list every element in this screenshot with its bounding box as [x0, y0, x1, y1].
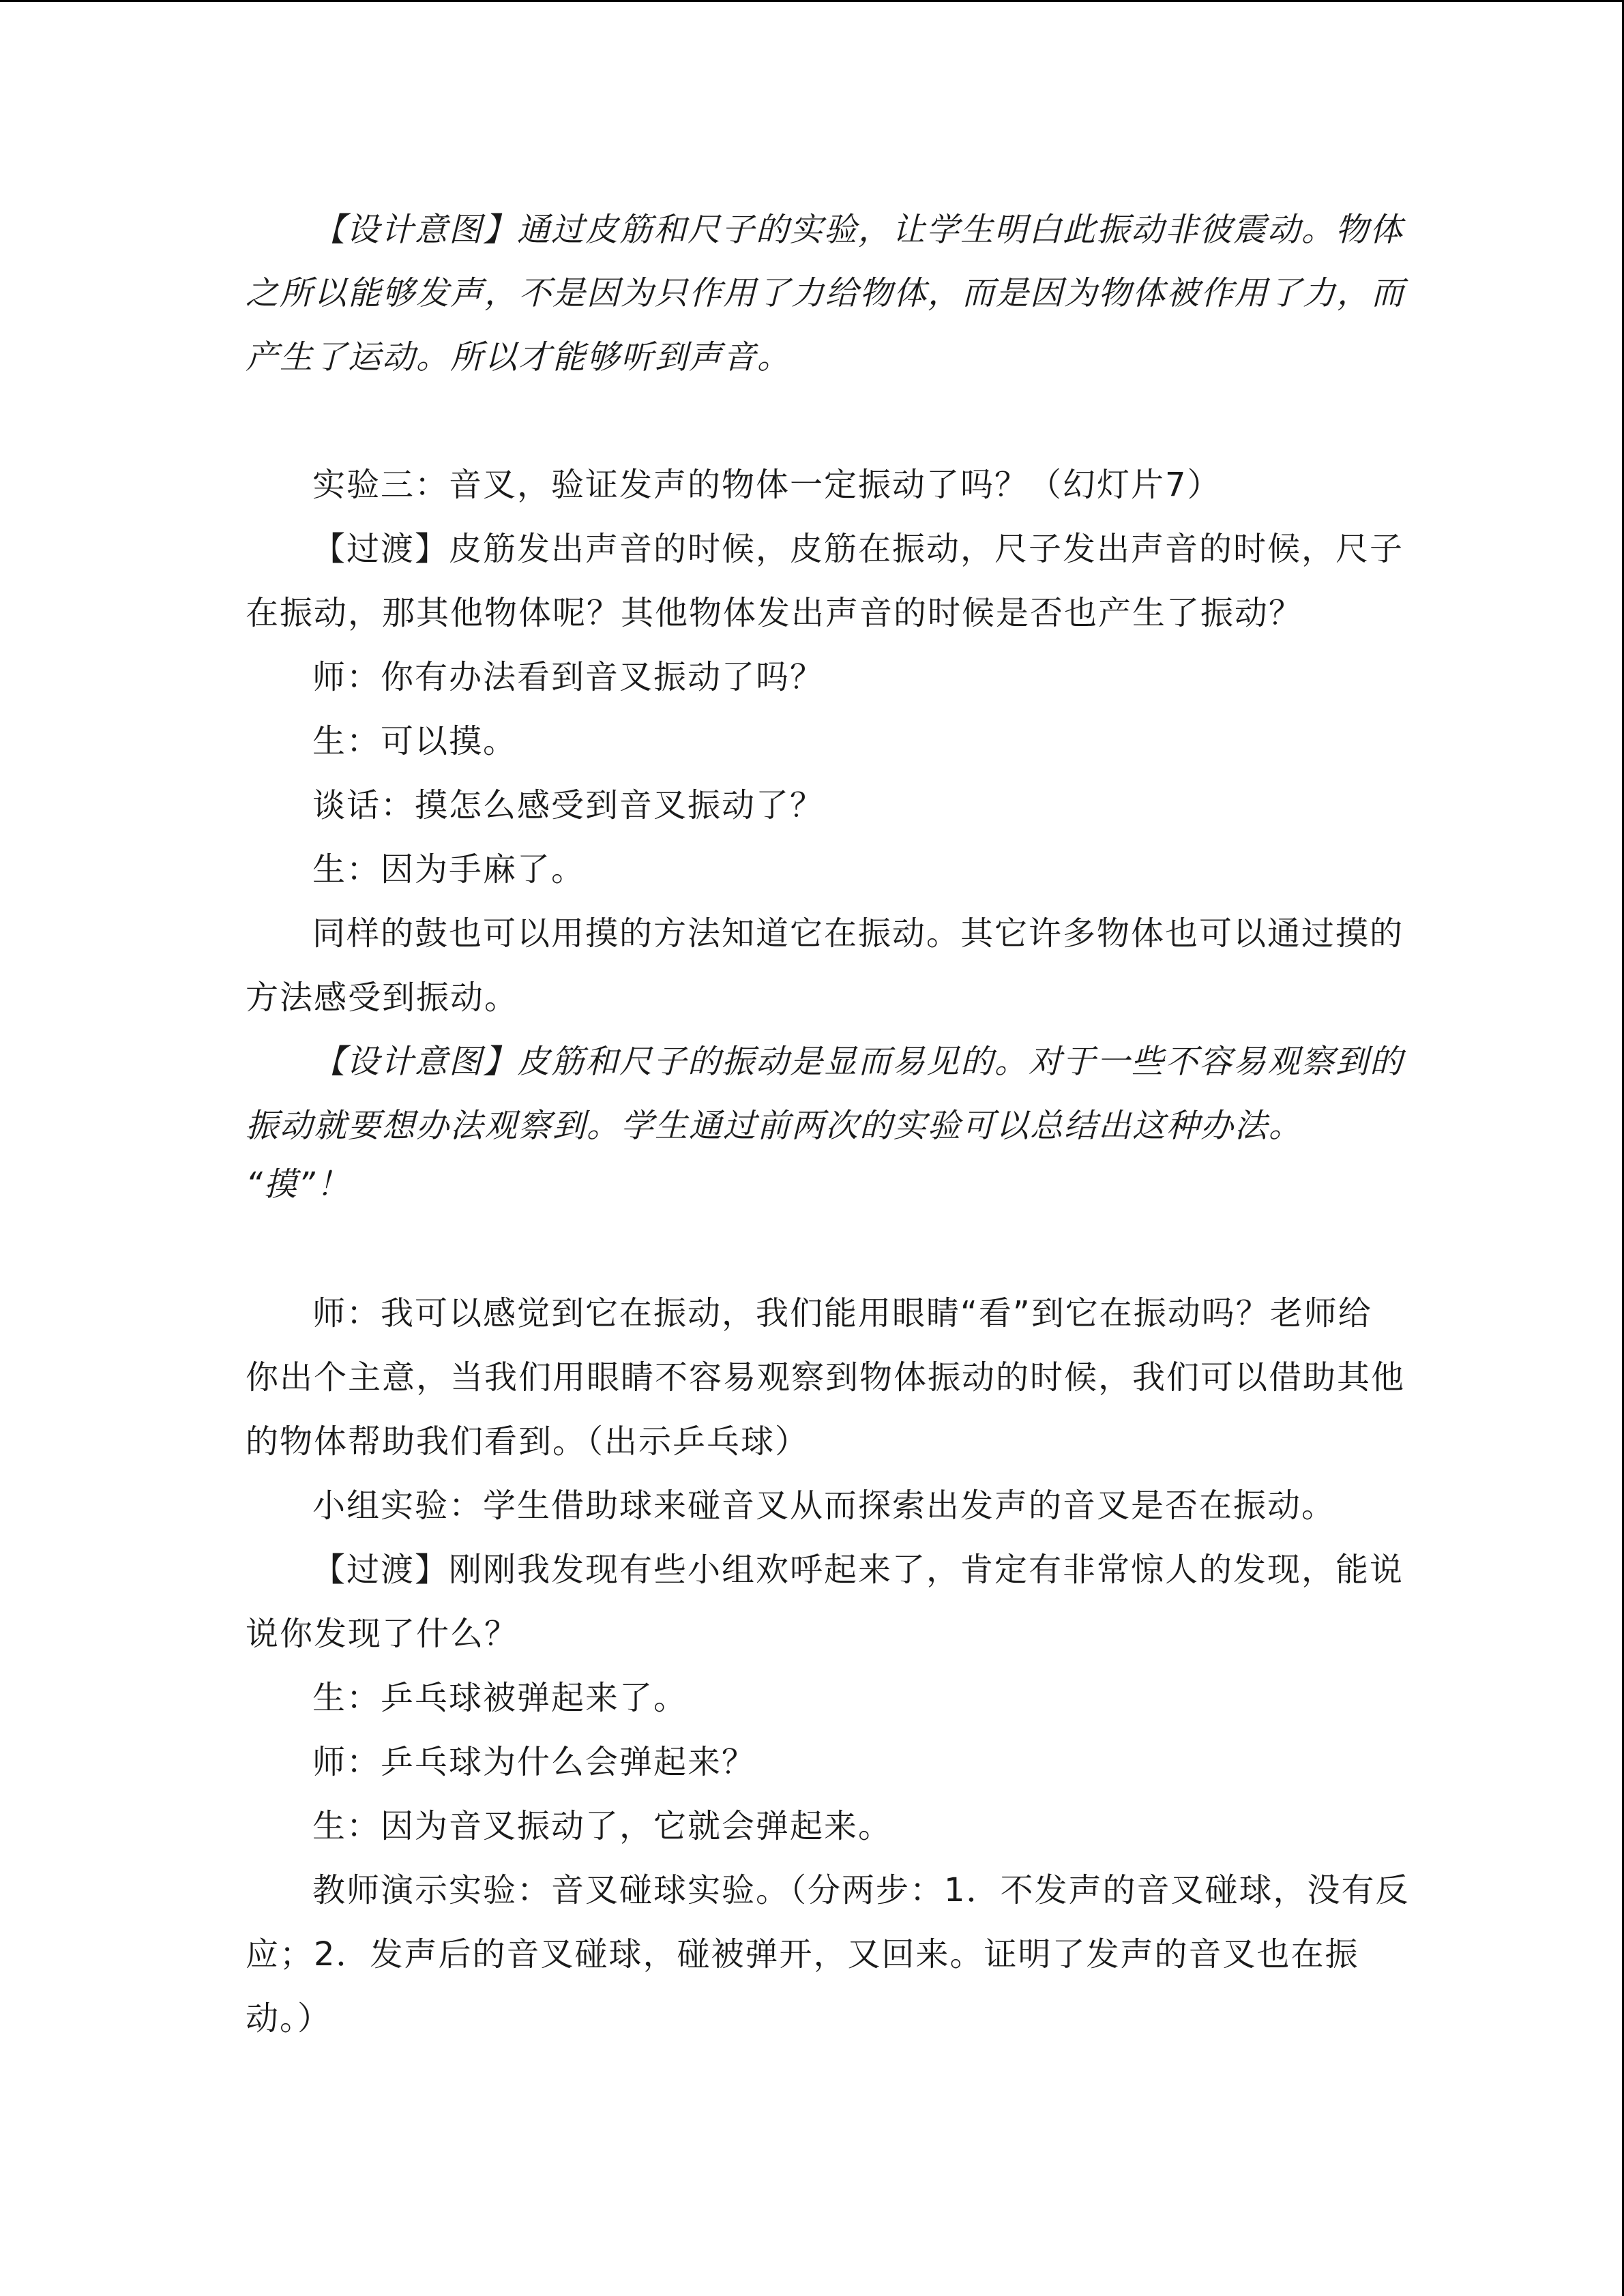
design-intent-1-line-3: 产生了运动。所以才能够听到声音。	[246, 338, 792, 376]
demo-experiment-line-2: 应；2．发声后的音叉碰球，碰被弹开，又回来。证明了发声的音叉也在振	[246, 1935, 1359, 1973]
student-answer-4: 生：因为音叉振动了，它就会弹起来。	[312, 1807, 893, 1845]
design-intent-1-line-2: 之所以能够发声，不是因为只作用了力给物体，而是因为物体被作用了力，而	[246, 274, 1406, 312]
design-intent-2-line-1: 【设计意图】皮筋和尺子的振动是显而易见的。对于一些不容易观察到的	[312, 1043, 1404, 1081]
teacher-paragraph-line-2: 你出个主意，当我们用眼睛不容易观察到物体振动的时候，我们可以借助其他	[246, 1358, 1406, 1397]
experiment-three-heading: 实验三：音叉，验证发声的物体一定振动了吗？（幻灯片7）	[312, 466, 1222, 504]
group-experiment: 小组实验：学生借助球来碰音叉从而探索出发声的音叉是否在振动。	[312, 1487, 1336, 1525]
design-intent-2-line-2: 振动就要想办法观察到。学生通过前两次的实验可以总结出这种办法。	[246, 1107, 1303, 1145]
student-answer-1: 生：可以摸。	[312, 722, 518, 760]
transition-2-line-1: 【过渡】刚刚我发现有些小组欢呼起来了，肯定有非常惊人的发现，能说	[312, 1551, 1404, 1589]
demo-experiment-line-3: 动。）	[246, 1999, 332, 2038]
transition-2-line-2: 说你发现了什么？	[246, 1615, 519, 1653]
dialogue-1: 谈话：摸怎么感受到音叉振动了？	[312, 786, 825, 824]
design-intent-2-line-3: “摸”！	[246, 1165, 351, 1204]
teacher-question-1: 师：你有办法看到音叉振动了吗？	[312, 658, 825, 696]
teacher-paragraph-line-3: 的物体帮助我们看到。（出示乒乓球）	[246, 1422, 810, 1461]
demo-experiment-line-1: 教师演示实验：音叉碰球实验。（分两步：1．不发声的音叉碰球，没有反	[312, 1871, 1410, 1909]
drum-paragraph-line-1: 同样的鼓也可以用摸的方法知道它在振动。其它许多物体也可以通过摸的	[312, 914, 1404, 953]
student-answer-2: 生：因为手麻了。	[312, 850, 586, 889]
transition-1-line-2: 在振动，那其他物体呢？其他物体发出声音的时候是否也产生了振动？	[246, 594, 1303, 632]
drum-paragraph-line-2: 方法感受到振动。	[246, 979, 519, 1017]
design-intent-1-line-1: 【设计意图】通过皮筋和尺子的实验，让学生明白此振动非彼震动。物体	[312, 211, 1404, 249]
page-top-border	[0, 0, 1624, 2]
teacher-question-2: 师：乒乓球为什么会弹起来？	[312, 1743, 756, 1781]
transition-1-line-1: 【过渡】皮筋发出声音的时候，皮筋在振动，尺子发出声音的时候，尺子	[312, 530, 1404, 568]
teacher-paragraph-line-1: 师：我可以感觉到它在振动，我们能用眼睛“看”到它在振动吗？老师给	[312, 1294, 1372, 1332]
student-answer-3: 生：乒乓球被弹起来了。	[312, 1679, 688, 1717]
